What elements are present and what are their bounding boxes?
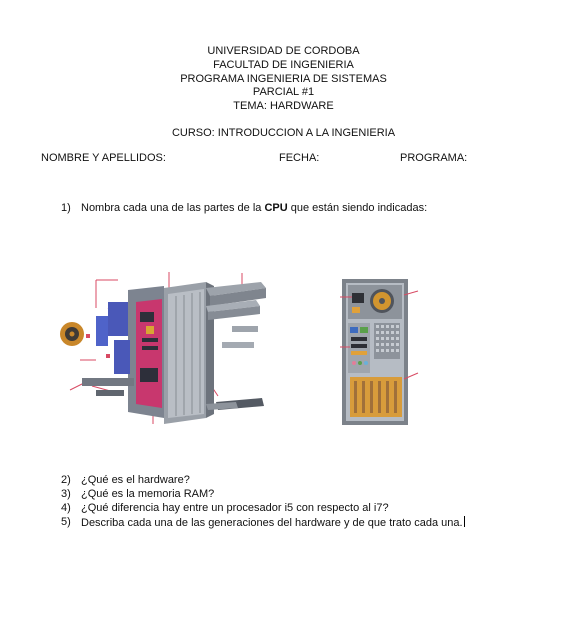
- question-text-start: Nombra cada una de las partes de la: [81, 202, 265, 214]
- question-text: [81, 202, 427, 214]
- tower-rear-image: [338, 277, 422, 427]
- question-number: 2): [61, 474, 71, 486]
- question-text: ¿Qué es la memoria RAM?: [81, 488, 215, 500]
- question-number: 3): [61, 488, 71, 500]
- student-fields: [0, 152, 567, 166]
- question-text: ¿Qué es el hardware?: [81, 474, 190, 486]
- name-field-label: NOMBRE Y APELLIDOS:: [41, 152, 166, 164]
- exam-title: PARCIAL #1: [252, 86, 315, 99]
- question-text: [81, 516, 465, 529]
- text-cursor: [464, 516, 466, 527]
- question-text-end: que están siendo indicadas:: [287, 202, 428, 214]
- university-name: UNIVERSIDAD DE CORDOBA: [207, 45, 360, 57]
- question-number: 1): [61, 202, 71, 214]
- program-name: PROGRAMA INGENIERIA DE SISTEMAS: [180, 72, 387, 85]
- question-number: 4): [61, 502, 71, 514]
- document-header: [0, 45, 567, 114]
- exploded-tower-image: [56, 268, 270, 428]
- question-number: 5): [61, 516, 71, 528]
- program-field-label: PROGRAMA:: [400, 152, 468, 164]
- date-field-label: FECHA:: [279, 152, 320, 164]
- faculty-name: FACULTAD DE INGENIERIA: [213, 58, 354, 71]
- exam-topic: TEMA: HARDWARE: [233, 100, 334, 113]
- question-text-content: Describa cada una de las generaciones del hardware y de que trato cada una.: [81, 517, 463, 529]
- question-text-bold: CPU: [264, 202, 288, 214]
- question-text: ¿Qué diferencia hay entre un procesador i5 con respecto al i7?: [81, 502, 389, 514]
- course-name: CURSO: INTRODUCCION A LA INGENIERIA: [171, 127, 396, 139]
